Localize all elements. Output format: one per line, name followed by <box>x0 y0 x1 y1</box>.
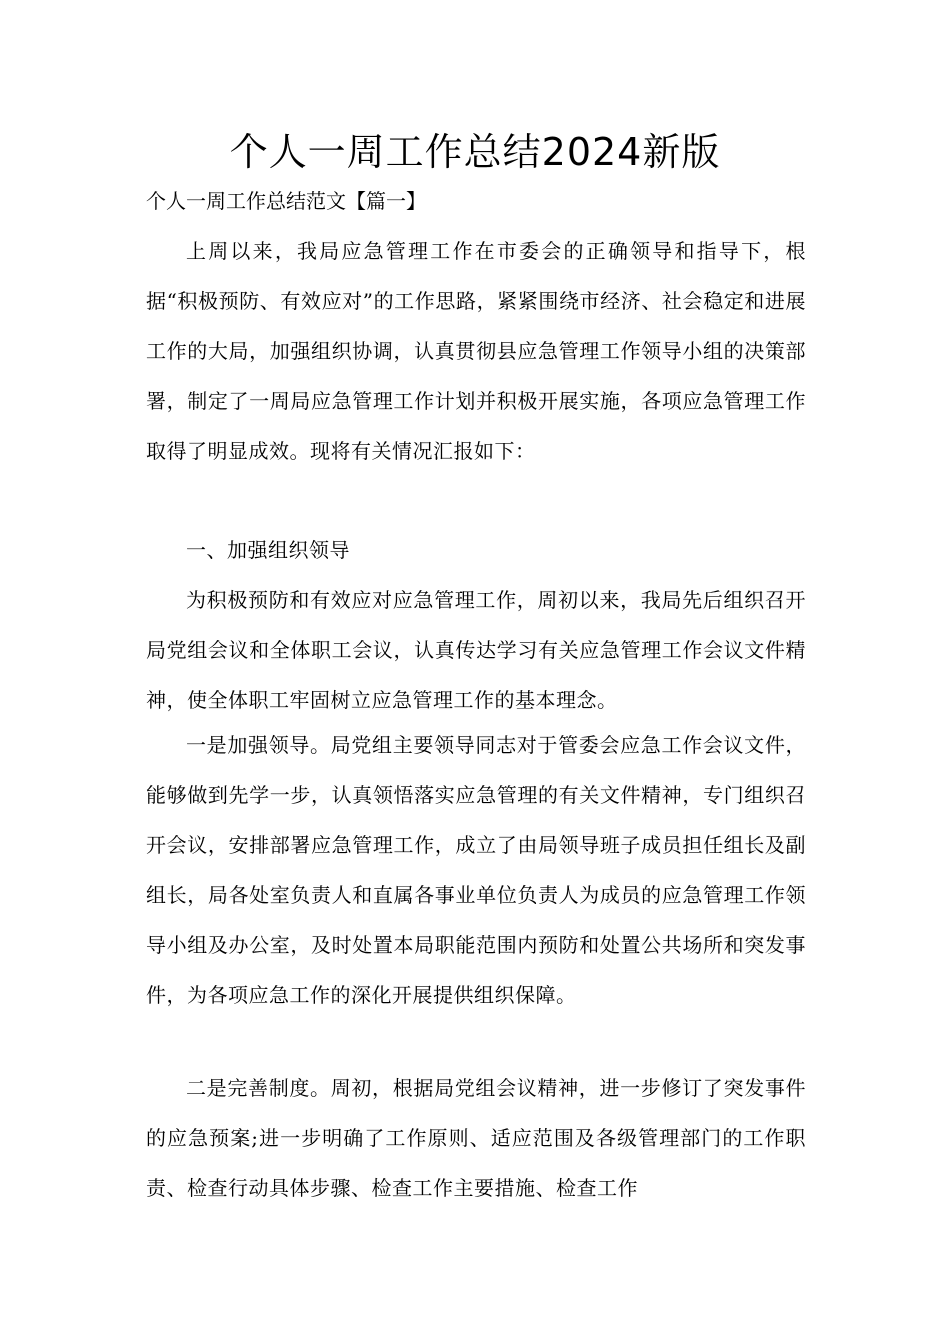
paragraph-intro: 上周以来，我局应急管理工作在市委会的正确领导和指导下，根据“积极预防、有效应对”的工作思路，紧紧围绕市经济、社会稳定和进展工作的大局，加强组织协调，认真贯彻县应急管理工作领导小组的决策部署，制定了一周局应急管理工作计划并积极开展实施，各项应急管理工作取得了明显成效。现将有关情况汇报如下： <box>146 239 806 463</box>
document-subtitle: 个人一周工作总结范文【篇一】 <box>146 189 426 213</box>
paragraph-body: 一是加强领导。局党组主要领导同志对于管委会应急工作会议文件，能够做到先学一步，认真领悟落实应急管理的有关文件精神，专门组织召开会议，安排部署应急管理工作，成立了由局领导班子成员担任组长及副组长，局各处室负责人和直属各事业单位负责人为成员的应急管理工作领导小组及办公室，及时处置本局职能范围内预防和处置公共场所和突发事件，为各项应急工作的深化开展提供组织保障。 <box>146 733 806 1007</box>
paragraph-body: 为积极预防和有效应对应急管理工作，周初以来，我局先后组织召开局党组会议和全体职工会议，认真传达学习有关应急管理工作会议文件精神，使全体职工牢固树立应急管理工作的基本理念。 <box>146 588 806 712</box>
document-title: 个人一周工作总结2024新版 <box>229 130 721 174</box>
paragraph-body: 二是完善制度。周初，根据局党组会议精神，进一步修订了突发事件的应急预案;进一步明确了工作原则、适应范围及各级管理部门的工作职责、检查行动具体步骤、检查工作主要措施、检查工作 <box>146 1076 806 1200</box>
section-heading: 一、加强组织领导 <box>186 538 350 562</box>
